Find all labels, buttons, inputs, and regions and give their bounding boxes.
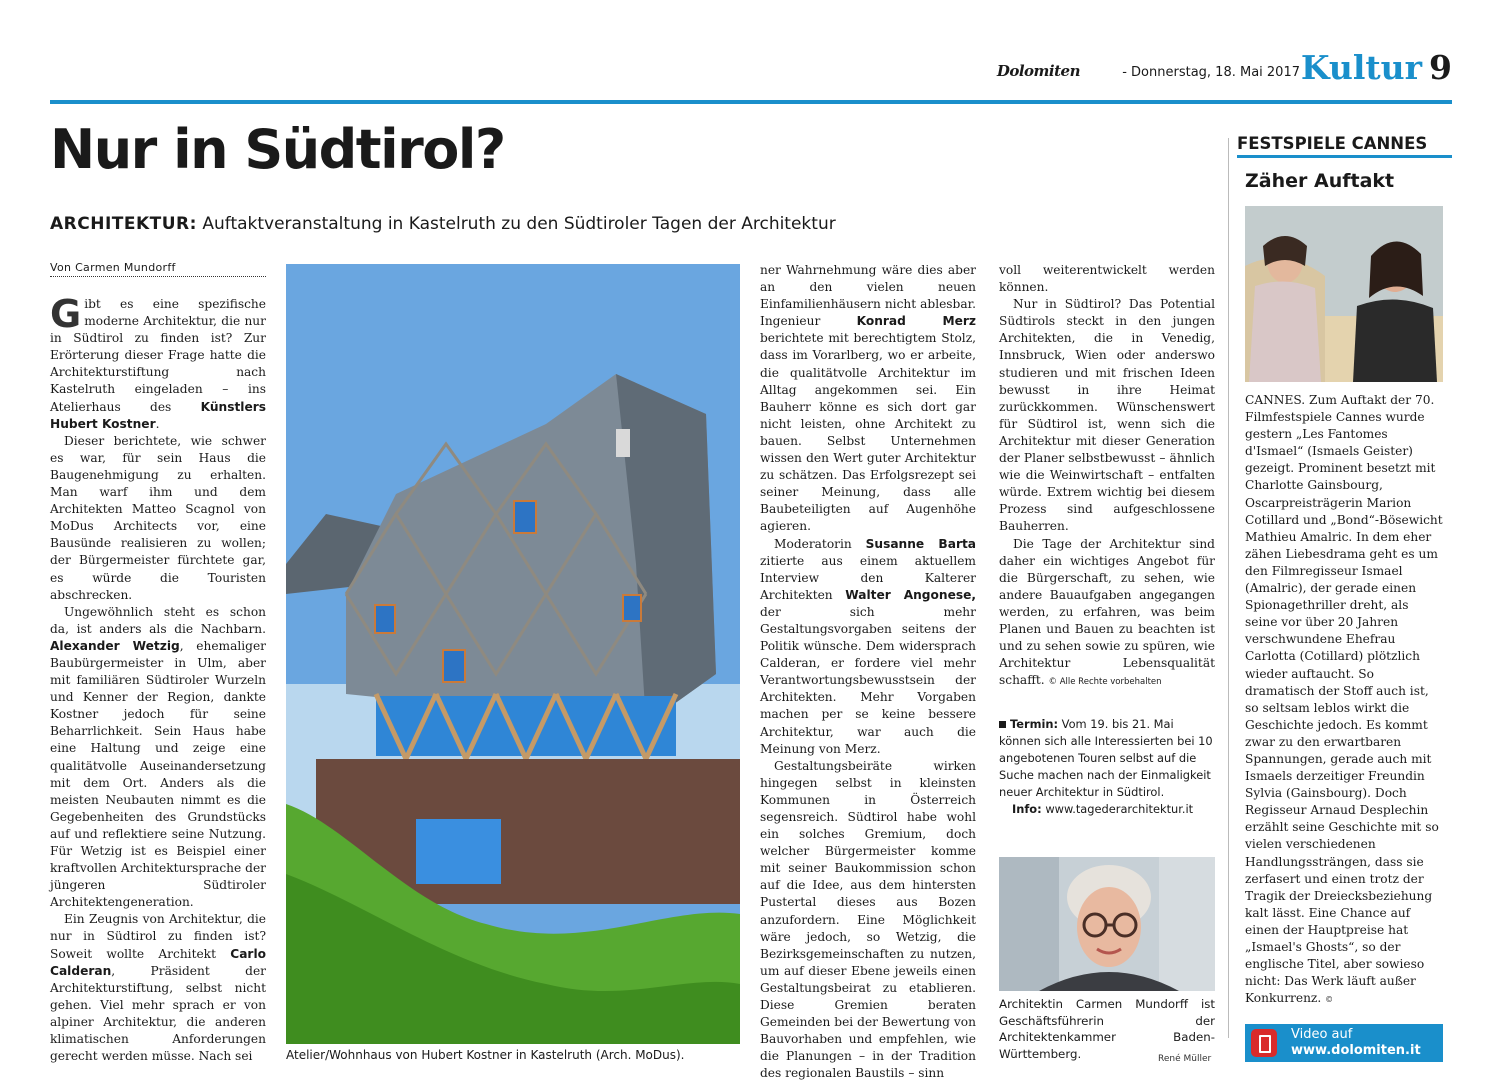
article-subheadline	[50, 214, 836, 234]
person-name: Susanne Barta	[865, 536, 977, 551]
paragraph	[50, 911, 266, 1065]
info-label: Info:	[1012, 802, 1042, 816]
event-info-line	[999, 801, 1215, 818]
paragraph	[760, 536, 976, 758]
film-still-photo	[1245, 206, 1443, 382]
text-run: .	[155, 416, 160, 431]
sidebar-body: CANNES. Zum Auftakt der 70. Filmfestspiele Cannes wurde gestern „Les Fantomes d'Ismael“ (Ismaels Geister) gezeigt. Prominent besetzt mit Charlotte Gainsbourg, Oscarpreisträgerin Marion Cotillard und „Bond“-Bösewicht Mathieu Amalric. In dem eher zähen Liebesdrama geht es um den Filmregisseur Ismael (Amalric), der gerade einen Spionagethriller dreht, als seine vor über 20 Jahren verschwundene Ehefrau Carlotta (Cotillard) plötzlich wieder auftaucht. So dramatisch der Stoff auch ist, so seltsam leblos wirkt die Geschichte jedoch. Es kommt zwar zu den erwartbaren Spannungen, gerade auch mit Ismaels derzeitiger Freundin Sylvia (Gainsbourg). Doch Regisseur Arnaud Desplechin erzählt seine Geschichte mit so vielen verschiedenen Handlungssträngen, dass sie zerfasert und einen trotz der Tragik der Dreiecksbeziehung kalt lässt. Eine Chance auf einen der Hauptpreise hat „Ismael's Ghosts“, so der englische Titel, aber sowieso nicht: Das Werk läuft außer Konkurrenz.	[1245, 393, 1443, 1006]
portrait-photo	[999, 857, 1215, 991]
byline: Von Carmen Mundorff	[50, 261, 266, 277]
paragraph: Dieser berichtete, wie schwer es war, für sein Haus die Baugenehmigung zu erhalten. Man warf ihm und dem Architekten Matteo Scagnol von MoDus Architects vor, eine Bausünde realisieren zu wollen; der Bürgermeister fürchtete gar, es würde die Touristen abschrecken.	[50, 433, 266, 602]
bullet-square-icon	[999, 721, 1006, 728]
portrait-illustration	[999, 857, 1215, 991]
text-run: berichtete mit berechtigtem Stolz, dass im Vorarlberg, wo er arbeite, die qualitätvolle Architektur im Alltag angekommen sei. Ein Bauherr könne es sich dort gar nicht leisten, ohne Architekt zu bauen. Selbst Unternehmen wissen den Wert guter Architektur zu schätzen. Das Erfolgsrezept sei seiner Meinung, dass alle Baubeteiligten auf Augenhöhe agieren.	[760, 331, 976, 534]
person-name: Alexander Wetzig	[50, 638, 180, 653]
sidebar-divider	[1228, 138, 1229, 1038]
video-url[interactable]: www.dolomiten.it	[1291, 1043, 1421, 1058]
paragraph	[999, 536, 1215, 692]
text-run: , ehemaliger Baubürgermeister in Ulm, aber mit familiären Südtiroler Wurzeln und Kenner der Region, dankte Kostner jedoch für seine Beharrlichkeit. Sein Haus habe eine Haltung und zeige eine qualitätvolle Auseinandersetzung mit dem Ort. Anders als die meisten Neubauten nimmt es die Gegebenheiten des Grundstücks auf und reflektiere seine Nutzung. Für Wetzig ist es Beispiel einer kraftvollen Architektursprache der jüngeren Südtiroler Architektengeneration.	[50, 638, 266, 910]
article-column-3	[760, 262, 977, 1081]
header-rule	[50, 100, 1452, 104]
person-name: Künstlers Hubert Kostner	[50, 399, 266, 431]
paragraph: voll weiterentwickelt werden können.	[999, 263, 1215, 295]
sidebar-title: Zäher Auftakt	[1245, 170, 1395, 192]
video-play-icon	[1251, 1029, 1277, 1057]
sidebar-text	[1245, 392, 1443, 1020]
subhead-kicker: ARCHITEKTUR:	[50, 214, 197, 234]
paragraph: Nur in Südtirol? Das Potential Südtirols steckt in den jungen Architekten, die in Venedig, Innsbruck, Wien oder anderswo studieren und mit frischen Ideen bewusst in ihre Heimat zurückkommen. Wünschenswert für Südtirol ist, wenn sich die Architektur mit dieser Generation der Planer selbstbewusst – ähnlich wie die Weinwirtschaft – entfalten würde. Extrem wichtig bei diesem Prozess sind aufgeschlossene Bauherren.	[999, 297, 1215, 534]
film-still-illustration	[1245, 206, 1443, 382]
section-name: Kultur	[1300, 48, 1422, 87]
text-run: der sich mehr Gestaltungsvorgaben seitens der Politik wünsche. Dem widersprach Calderan, er fordere viel mehr Verantwortungsbewusstsein der Architekten. Mehr Vorgaben machen per se keine bessere Architektur, war auch die Meinung von Merz.	[760, 604, 976, 756]
video-label: Video auf	[1291, 1027, 1353, 1042]
photo-caption: Atelier/Wohnhaus von Hubert Kostner in Kastelruth (Arch. MoDus).	[286, 1048, 685, 1062]
termin-text: Vom 19. bis 21. Mai können sich alle Interessierten bei 10 angebotenen Touren selbst auf die Suche machen nach der Einmaligkeit neuer Architektur in Südtirol.	[999, 717, 1213, 799]
rights-notice: © Alle Rechte vorbehalten	[1048, 677, 1162, 688]
person-name: Carlo Calderan	[50, 946, 266, 978]
paragraph: Gestaltungsbeiräte wirken hingegen selbst in kleinsten Kommunen in Österreich segensreich. Südtirol habe wohl ein solches Gremium, doch welcher Bürgermeister komme mit seiner Baukommission schon auf die Idee, aus dem hintersten Pustertal dieses aus Bozen anzufordern. Eine Möglichkeit wäre jedoch, so Wetzig, die Bezirksgemeinschaften zu nutzen, um auf dieser Ebene jeweils einen Gestaltungsbeirat zu etablieren. Diese Gremien beraten Gemeinden bei der Bewertung von Bauvorhaben und empfehlen, wie die Planungen – in der Tradition des regionalen Baustils – sinn	[760, 758, 976, 1081]
text-run: Ein Zeugnis von Architektur, die nur in Südtirol zu finden ist? Soweit wollte Architekt	[50, 912, 266, 961]
person-name: Walter Angonese,	[845, 587, 976, 602]
paragraph	[50, 604, 266, 912]
building-illustration	[286, 264, 740, 1044]
sidebar-kicker: FESTSPIELE CANNES	[1237, 134, 1452, 158]
article-column-1	[50, 292, 266, 1078]
text-run: Ungewöhnlich steht es schon da, ist anders als die Nachbarn.	[50, 604, 266, 636]
article-headline: Nur in Südtirol?	[50, 118, 505, 181]
event-dates	[999, 716, 1215, 801]
newspaper-logo: Dolomiten	[996, 62, 1080, 80]
copyright-mark: ©	[1325, 995, 1334, 1005]
person-name: Konrad Merz	[856, 314, 977, 329]
video-link-banner[interactable]	[1245, 1024, 1443, 1062]
termin-label: Termin:	[1010, 717, 1059, 731]
photo-credit: René Müller	[1158, 1054, 1212, 1064]
drop-cap: G	[50, 292, 82, 336]
article-column-4	[999, 262, 1215, 702]
text-run: , Präsident der Architekturstiftung, selbst nicht gehen. Viel mehr sprach er von alpiner Architektur, die anderen klimatischen Anforderungen gerecht werden müsse. Nach sei	[50, 963, 266, 1064]
portrait-caption: Architektin Carmen Mundorff ist Geschäftsführerin der Architektenkammer Baden-Württemberg.	[999, 997, 1215, 1061]
info-url[interactable]: www.tagederarchitektur.it	[1045, 802, 1194, 816]
building-photo	[286, 264, 740, 1044]
paragraph	[760, 262, 976, 536]
text-run: ner Wahrnehmung wäre dies aber an den vielen neuen Einfamilienhäusern nicht ablesbar. Ingenieur	[760, 263, 976, 329]
subhead-text: Auftaktveranstaltung in Kastelruth zu den Südtiroler Tagen der Architektur	[202, 214, 836, 234]
text-run: Moderatorin	[774, 536, 866, 551]
text-run: zitierte aus einem aktuellem Interview den Kalterer Architekten	[760, 553, 976, 602]
event-info-box	[999, 716, 1215, 818]
page-number: 9	[1429, 48, 1452, 87]
issue-date: - Donnerstag, 18. Mai 2017	[1122, 65, 1300, 80]
text-run: ibt es eine spezifische moderne Architektur, die nur in Südtirol zu finden ist? Zur Erörterung dieser Frage hatte die Architekturstiftung nach Kastelruth eingeladen – ins Atelierhaus des	[50, 297, 266, 414]
masthead	[50, 48, 1452, 100]
text-run: Die Tage der Architektur sind daher ein wichtiges Angebot für die Bürgerschaft, zu sehen, wie andere Bauaufgaben angegangen werden, zu erfahren, was beim Planen und Bauen zu beachten ist und zu sehen sowie zu spüren, wie Architektur Lebensqualität schafft.	[999, 536, 1215, 688]
paragraph	[50, 292, 266, 433]
